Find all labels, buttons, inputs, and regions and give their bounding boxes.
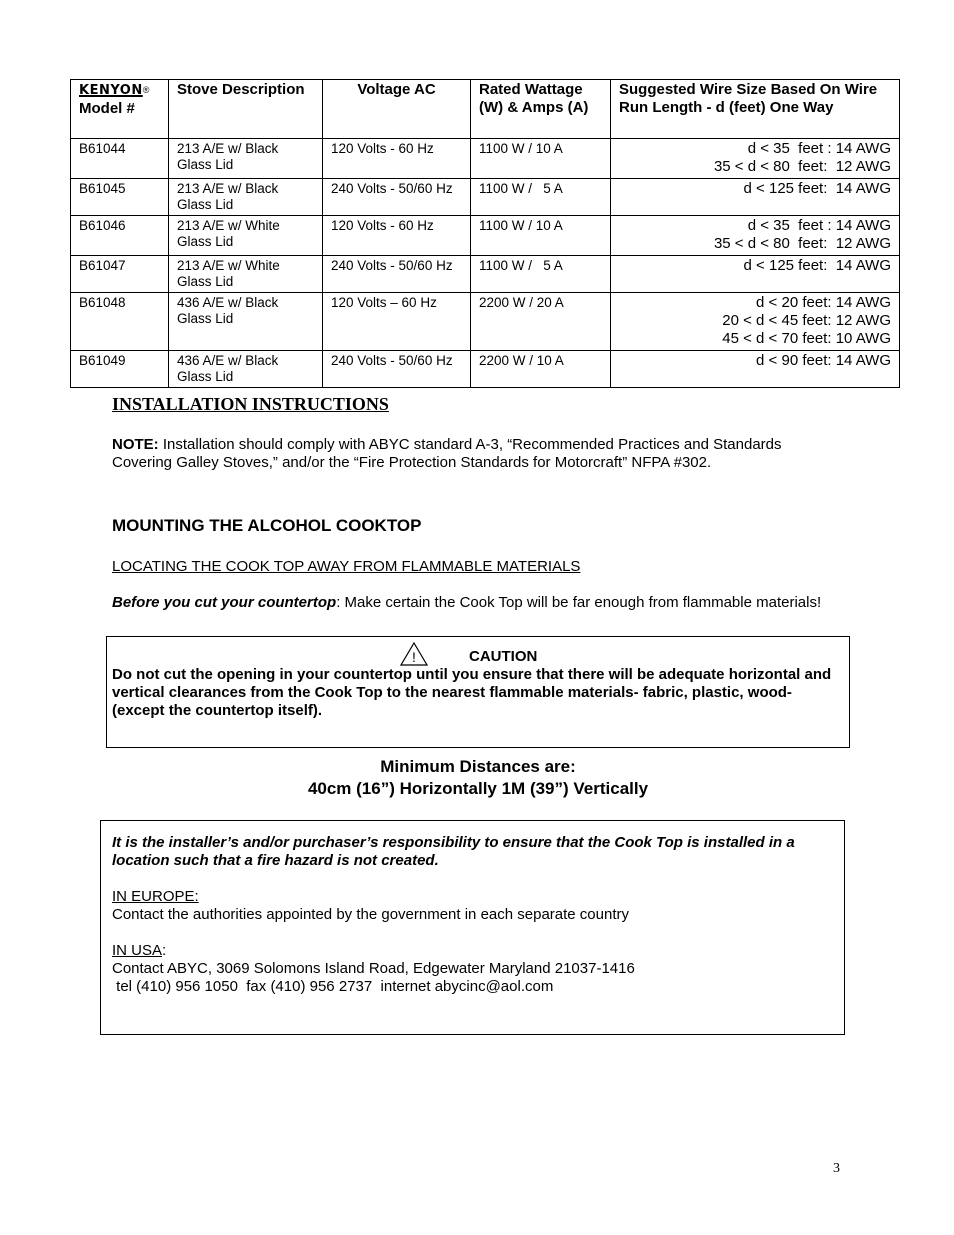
mounting-heading: MOUNTING THE ALCOHOL COOKTOP [112,516,422,535]
cell-wattage: 1100 W / 10 A [471,139,611,179]
cell-model: B61045 [71,179,169,216]
note-text: Installation should comply with ABYC standard A-3, “Recommended Practices and Standards Covering Galley Stoves,” and/or the “Fire Protection Standards for Motorcraft” NFPA #302. [112,436,782,471]
cell-model: B61049 [71,351,169,388]
europe-label: IN EUROPE: [112,888,199,905]
cell-wire-size [611,179,900,216]
cell-description: 213 A/E w/ Black Glass Lid [169,139,323,179]
cell-wattage: 1100 W / 5 A [471,256,611,293]
europe-text: Contact the authorities appointed by the government in each separate country [112,906,629,923]
table-row [71,139,900,179]
usa-heading [112,942,166,960]
header-model [71,80,169,139]
table-row [71,293,900,351]
table-header-row [71,80,900,139]
wire-size-line: 20 < d < 45 feet: 12 AWG [722,312,891,329]
cell-wire-size [611,351,900,388]
cell-model: B61048 [71,293,169,351]
table-row [71,179,900,216]
cell-description: 213 A/E w/ White Glass Lid [169,256,323,293]
responsibility-box [100,820,845,1035]
wire-size-line: d < 90 feet: 14 AWG [756,352,891,369]
locating-subheading: LOCATING THE COOK TOP AWAY FROM FLAMMABLE MATERIALS [112,558,581,575]
header-model-label: Model # [79,100,135,117]
warning-triangle-icon [400,642,428,666]
cell-voltage: 240 Volts - 50/60 Hz [323,179,471,216]
wire-size-line: d < 35 feet : 14 AWG [747,140,891,157]
caution-box [106,636,850,748]
header-voltage: Voltage AC [323,80,471,139]
cell-voltage: 240 Volts - 50/60 Hz [323,256,471,293]
header-wire: Suggested Wire Size Based On Wire Run Length - d (feet) One Way [611,80,900,139]
cell-wire-size [611,139,900,179]
page-number: 3 [833,1161,840,1176]
minimum-distances-values: 40cm (16”) Horizontally 1M (39”) Vertically [307,779,649,798]
responsibility-statement: It is the installer’s and/or purchaser’s responsibility to ensure that the Cook Top is installed in a location such that a fire hazard is not created. [112,834,795,869]
table-row [71,351,900,388]
wire-size-line: d < 20 feet: 14 AWG [756,294,891,311]
minimum-distances-title: Minimum Distances are: [380,757,576,776]
kenyon-logo: KENYON [79,83,143,98]
cell-wattage: 2200 W / 20 A [471,293,611,351]
header-description: Stove Description [169,80,323,139]
installation-note [112,436,832,472]
cell-wire-size [611,293,900,351]
cell-model: B61044 [71,139,169,179]
caution-text: Do not cut the opening in your countertop until you ensure that there will be adequate horizontal and vertical clearances from the Cook Top to the nearest flammable materials- fabric, plastic, wood- (except the countertop itself). [112,666,832,719]
cell-description: 436 A/E w/ Black Glass Lid [169,293,323,351]
installation-heading: INSTALLATION INSTRUCTIONS [112,394,389,414]
wire-size-line: 45 < d < 70 feet: 10 AWG [722,330,891,347]
cell-wattage: 1100 W / 5 A [471,179,611,216]
wire-size-line: 35 < d < 80 feet: 12 AWG [713,235,891,252]
cell-wire-size [611,216,900,256]
cell-wire-size [611,256,900,293]
cell-description: 213 A/E w/ White Glass Lid [169,216,323,256]
wire-size-table [70,79,900,388]
cell-voltage: 240 Volts - 50/60 Hz [323,351,471,388]
warning-glyph: ! [412,649,416,665]
usa-address: Contact ABYC, 3069 Solomons Island Road, Edgewater Maryland 21037-1416 [112,960,635,977]
usa-colon: : [162,942,167,959]
cell-description: 213 A/E w/ Black Glass Lid [169,179,323,216]
before-cut-label: Before you cut your countertop [112,594,337,611]
usa-contact: tel (410) 956 1050 fax (410) 956 2737 internet abycinc@aol.com [112,978,554,995]
registered-mark: ® [142,85,150,95]
table-row [71,216,900,256]
before-cut-text: : Make certain the Cook Top will be far enough from flammable materials! [336,594,822,611]
cell-model: B61046 [71,216,169,256]
cell-voltage: 120 Volts - 60 Hz [323,139,471,179]
before-cut-paragraph [112,594,832,612]
wire-size-line: 35 < d < 80 feet: 12 AWG [713,158,891,175]
header-wattage: Rated Wattage (W) & Amps (A) [471,80,611,139]
cell-description: 436 A/E w/ Black Glass Lid [169,351,323,388]
caution-title: CAUTION [469,648,538,665]
cell-model: B61047 [71,256,169,293]
wire-size-line: d < 35 feet : 14 AWG [747,217,891,234]
note-label: NOTE: [112,436,159,453]
wire-size-line: d < 125 feet: 14 AWG [743,180,891,197]
usa-label: IN USA [112,942,163,959]
cell-voltage: 120 Volts - 60 Hz [323,216,471,256]
cell-wattage: 2200 W / 10 A [471,351,611,388]
table-row [71,256,900,293]
cell-voltage: 120 Volts – 60 Hz [323,293,471,351]
wire-size-line: d < 125 feet: 14 AWG [743,257,891,274]
cell-wattage: 1100 W / 10 A [471,216,611,256]
